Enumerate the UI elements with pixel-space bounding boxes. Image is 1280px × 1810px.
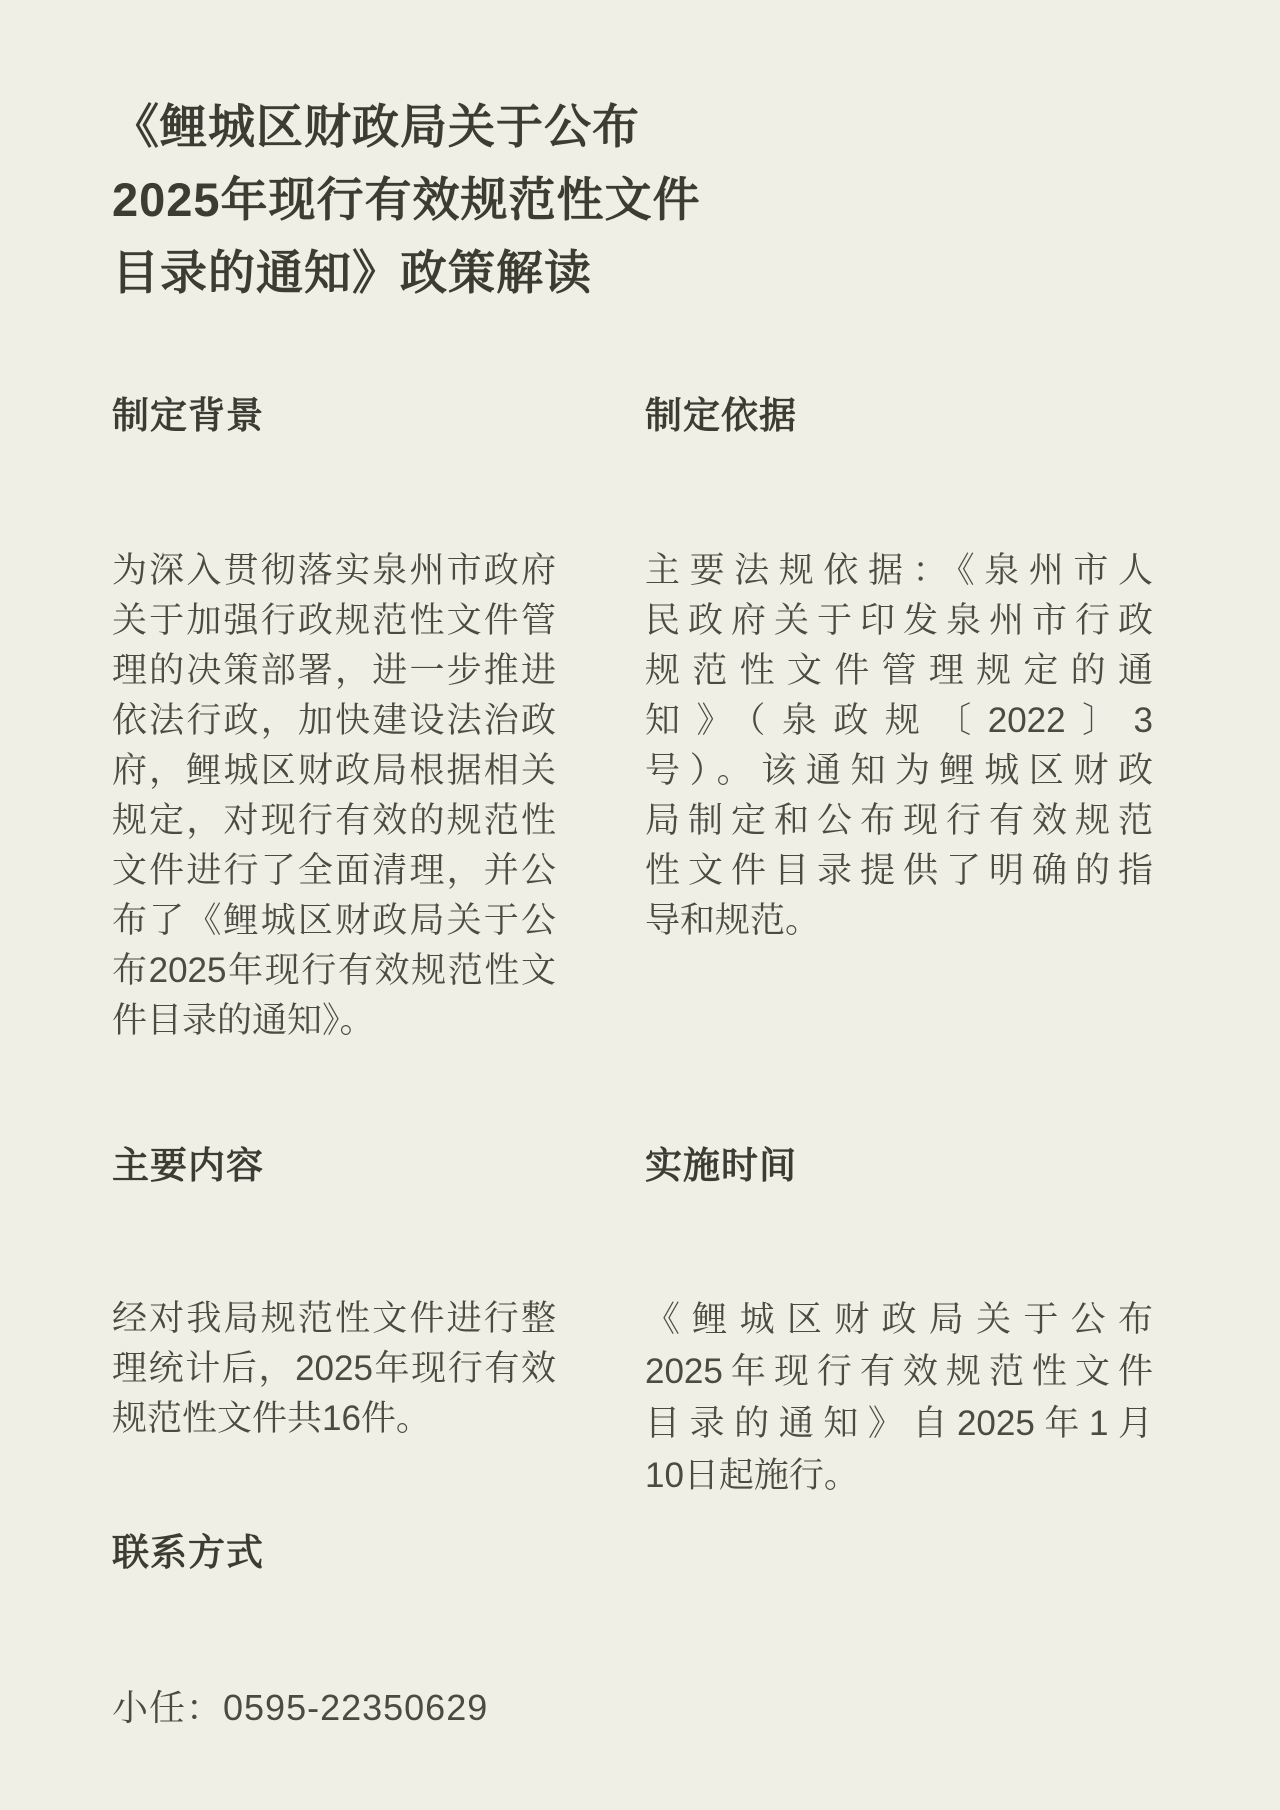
text-line: 2025年现行有效规范性文件 bbox=[112, 173, 701, 226]
text-line: 10日起施行。 bbox=[645, 1456, 859, 1495]
text-line: 件目录的通知》。 bbox=[112, 1001, 375, 1040]
section-heading-content: 主要内容 bbox=[112, 1145, 264, 1186]
section-body-time bbox=[645, 1294, 1153, 1502]
text-line: 布2025年现行有效规范性文 bbox=[112, 951, 556, 990]
text-line: 号）。该通知为鲤城区财政 bbox=[645, 751, 1153, 790]
contact-phone-line: 小任：0595-22350629 bbox=[112, 1687, 489, 1728]
text-line: 规范性文件共16件。 bbox=[112, 1399, 431, 1438]
section-body-background bbox=[112, 546, 556, 1046]
text-line: 规范性文件管理规定的通 bbox=[645, 651, 1153, 690]
text-line: 主要法规依据：《泉州市人 bbox=[645, 551, 1153, 590]
text-line: 民政府关于印发泉州市行政 bbox=[645, 601, 1153, 640]
section-heading-time: 实施时间 bbox=[645, 1145, 797, 1186]
text-line: 府，鲤城区财政局根据相关 bbox=[112, 751, 556, 790]
text-line: 导和规范。 bbox=[645, 901, 821, 940]
text-line: 关于加强行政规范性文件管 bbox=[112, 601, 556, 640]
text-line: 依法行政，加快建设法治政 bbox=[112, 701, 556, 740]
page-title bbox=[112, 90, 872, 309]
text-line: 布了《鲤城区财政局关于公 bbox=[112, 901, 556, 940]
text-line: 《鲤城区财政局关于公布 bbox=[112, 100, 640, 153]
text-line: 目录的通知》政策解读 bbox=[112, 246, 592, 299]
text-line: 经对我局规范性文件进行整 bbox=[112, 1299, 556, 1338]
text-line: 《鲤城区财政局关于公布 bbox=[645, 1300, 1153, 1339]
section-body-basis bbox=[645, 546, 1153, 946]
text-line: 知》（泉政规〔2022〕3 bbox=[645, 701, 1153, 740]
text-line: 局制定和公布现行有效规范 bbox=[645, 801, 1153, 840]
section-heading-background: 制定背景 bbox=[112, 395, 264, 436]
text-line: 目录的通知》自2025年1月 bbox=[645, 1404, 1153, 1443]
section-body-content bbox=[112, 1294, 556, 1444]
section-heading-basis: 制定依据 bbox=[645, 395, 797, 436]
text-line: 文件进行了全面清理，并公 bbox=[112, 851, 556, 890]
text-line: 2025年现行有效规范性文件 bbox=[645, 1352, 1153, 1391]
section-heading-contact: 联系方式 bbox=[112, 1532, 264, 1573]
text-line: 理统计后，2025年现行有效 bbox=[112, 1349, 556, 1388]
text-line: 理的决策部署，进一步推进 bbox=[112, 651, 556, 690]
text-line: 为深入贯彻落实泉州市政府 bbox=[112, 551, 556, 590]
text-line: 性文件目录提供了明确的指 bbox=[645, 851, 1153, 890]
text-line: 规定，对现行有效的规范性 bbox=[112, 801, 556, 840]
